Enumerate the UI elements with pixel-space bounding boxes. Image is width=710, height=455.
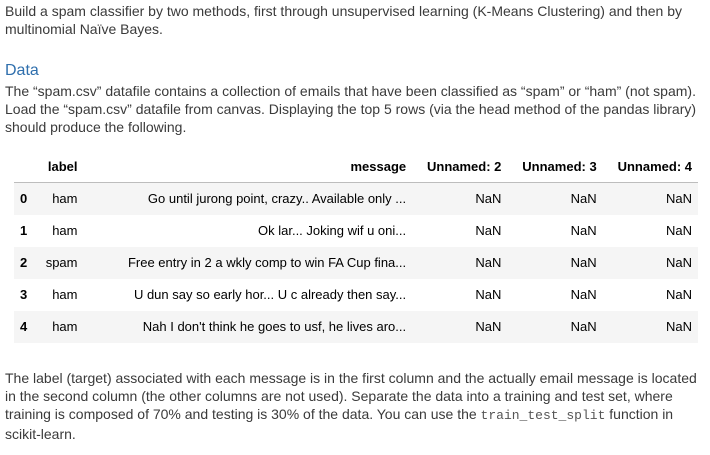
cell-unnamed-2: NaN — [475, 319, 502, 334]
row-index: 4 — [20, 319, 28, 334]
cell-unnamed-4: NaN — [665, 319, 692, 334]
row-index: 1 — [20, 223, 28, 238]
cell-unnamed-2: NaN — [475, 223, 502, 238]
cell-unnamed-2: NaN — [475, 287, 502, 302]
row-index: 0 — [20, 191, 28, 207]
cell-message: Nah I don't think he goes to usf, he lives aro... — [142, 319, 407, 334]
table-row — [14, 311, 698, 343]
table-row — [14, 215, 698, 247]
dataframe-head-table — [14, 150, 698, 343]
cell-message: Ok lar... Joking wif u oni... — [258, 223, 407, 238]
cell-unnamed-2: NaN — [475, 255, 502, 270]
table-header-index — [14, 150, 35, 183]
cell-unnamed-3: NaN — [570, 191, 597, 207]
cell-label: spam — [45, 255, 78, 270]
row-index: 3 — [20, 287, 28, 302]
table-header-message: message — [84, 150, 413, 183]
table-header-unnamed-2: Unnamed: 2 — [412, 150, 507, 183]
data-description-paragraph: The “spam.csv” datafile contains a collection of emails that have been classified as “spam” or “ham” (not spam). Load the “spam.csv” datafile from canvas. Displaying the top 5 rows (via the head method of the pandas library) should produce the following. — [5, 83, 697, 135]
table-header-row — [14, 150, 698, 183]
cell-unnamed-3: NaN — [570, 255, 597, 270]
table-row — [14, 247, 698, 279]
closing-text-before-code: The label (target) associated with each message is in the first column and the actually email message is located in the second column (the other columns are not used). Separate the data into a training and test set, where training is composed of 70% and testing is 30% of the data. You can use the — [5, 370, 697, 422]
cell-unnamed-4: NaN — [665, 255, 692, 270]
row-index: 2 — [20, 255, 28, 270]
section-heading-data: Data — [5, 62, 39, 79]
closing-text-after-code: function in scikit-learn. — [5, 406, 674, 442]
cell-label: ham — [52, 319, 78, 334]
cell-unnamed-4: NaN — [665, 287, 692, 302]
cell-unnamed-3: NaN — [570, 223, 597, 238]
table-header-label: label — [35, 150, 83, 183]
cell-unnamed-3: NaN — [570, 287, 597, 302]
cell-unnamed-4: NaN — [665, 191, 692, 207]
cell-label: ham — [52, 223, 78, 238]
closing-paragraph — [5, 369, 707, 443]
intro-paragraph: Build a spam classifier by two methods, first through unsupervised learning (K-Means Clustering) and then by multinomial Naïve Bayes. — [5, 3, 682, 37]
cell-unnamed-4: NaN — [665, 223, 692, 238]
cell-unnamed-3: NaN — [570, 319, 597, 334]
table-row — [14, 183, 698, 215]
train-test-split-code: train_test_split — [480, 408, 606, 423]
cell-message: Go until jurong point, crazy.. Available only ... — [147, 191, 407, 207]
cell-unnamed-2: NaN — [475, 191, 502, 207]
cell-message: U dun say so early hor... U c already then say... — [133, 287, 407, 302]
table-header-unnamed-4: Unnamed: 4 — [603, 150, 698, 183]
cell-label: ham — [52, 191, 78, 207]
cell-message: Free entry in 2 a wkly comp to win FA Cup fina... — [127, 255, 407, 270]
table-header-unnamed-3: Unnamed: 3 — [507, 150, 602, 183]
cell-label: ham — [52, 287, 78, 302]
table-row — [14, 279, 698, 311]
dataframe-table-container — [14, 150, 698, 343]
